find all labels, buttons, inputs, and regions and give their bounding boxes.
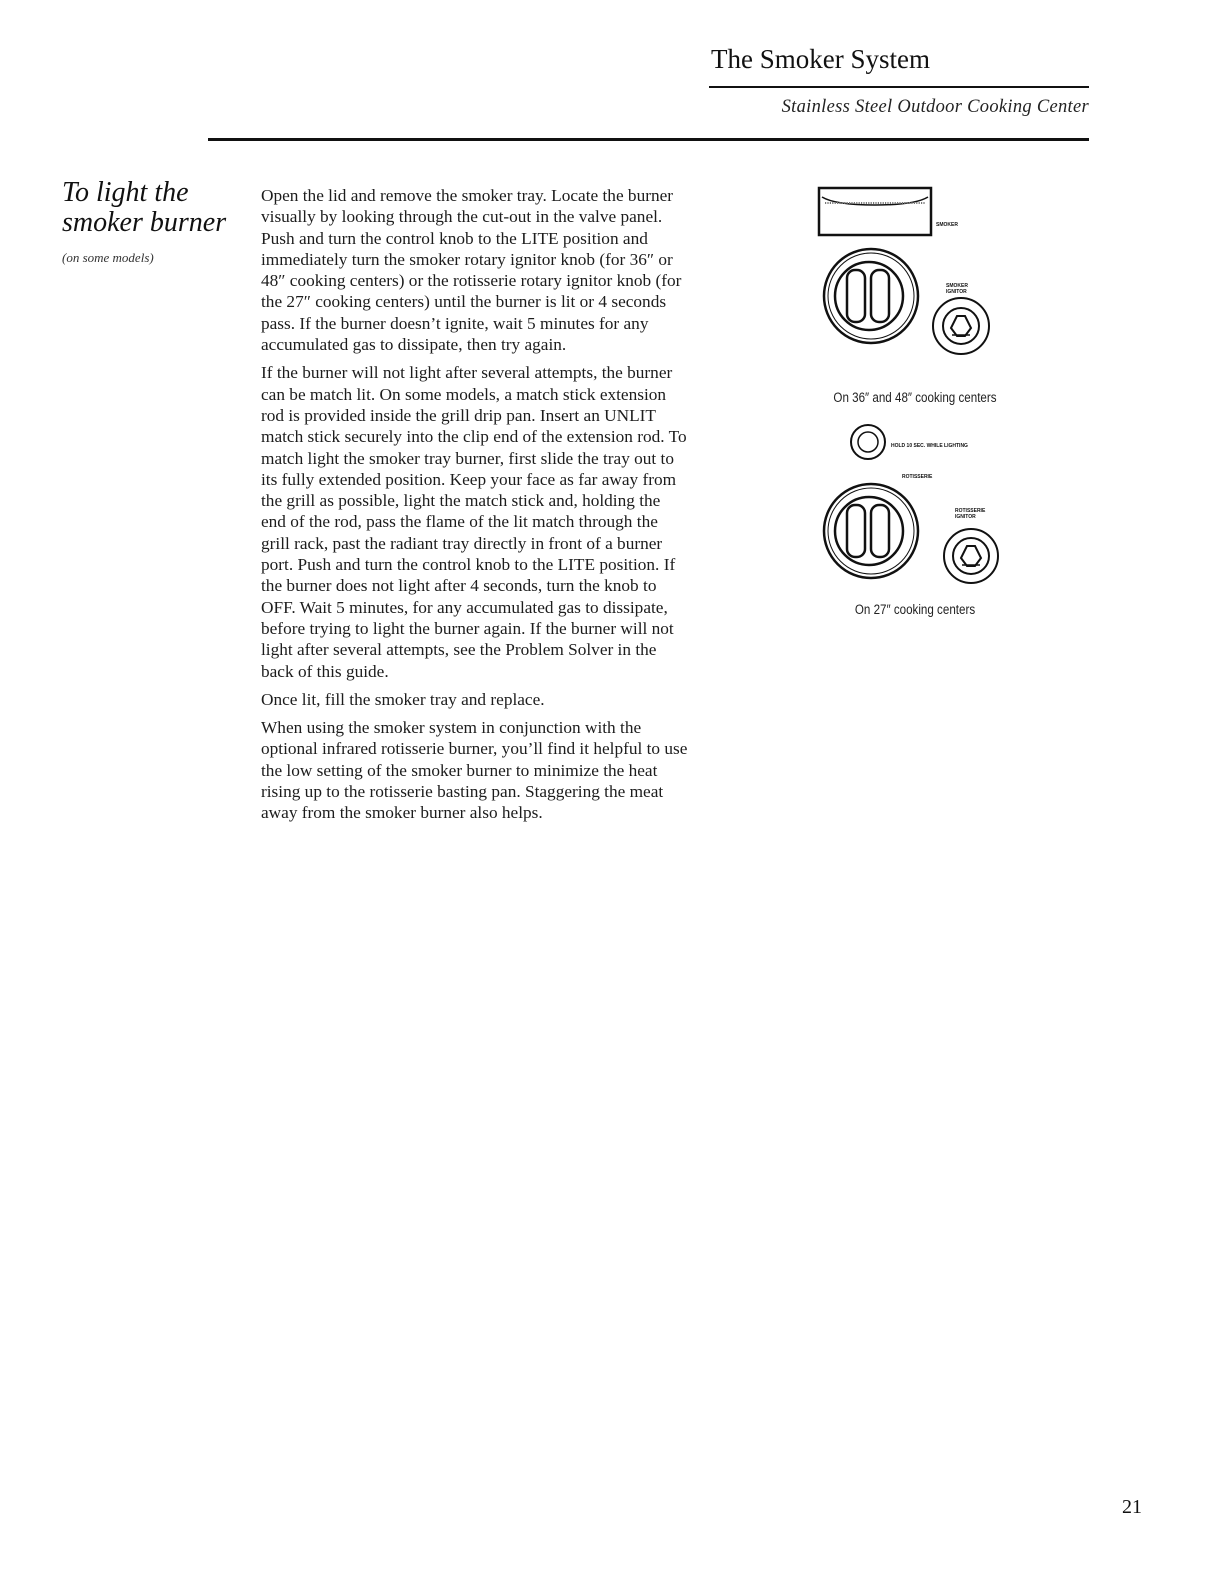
page-number: 21	[1122, 1496, 1142, 1518]
control-panel-illustration	[805, 183, 1025, 388]
header-divider	[709, 86, 1089, 88]
smoker-knob-icon	[824, 249, 918, 343]
body-paragraph: If the burner will not light after several attempts, the burner can be match lit. On some models, a match stick extension rod is provided inside the grill drip pan. Insert an UNLIT match stick securely into the clip end of the extension rod. To match light the smoker tray burner, first slide the tray out to its fully extended position. Keep your face as far away from the grill as possible, light the match stick and, holding the end of the rod, pass the flame of the lit match through the grill rack, past the radiant tray directly in front of a burner port. Push and turn the control knob to the LITE position. If the burner does not light after 4 seconds, turn the knob to OFF. Wait 5 minutes, for any accumulated gas to dissipate, before trying to light the burner again. If the burner will not light after several attempts, see the Problem Solver in the back of this guide.	[261, 363, 687, 681]
figure-caption: On 36″ and 48″ cooking centers	[833, 390, 997, 405]
section-heading: To light the smoker burner	[62, 177, 227, 238]
smoker-label: SMOKER	[936, 222, 958, 228]
rotisserie-knob-icon	[824, 484, 918, 578]
light-indicator-icon	[851, 425, 885, 459]
section-note: (on some models)	[62, 250, 154, 265]
body-paragraph: When using the smoker system in conjunction with the optional infrared rotisserie burner, you’ll find it helpful to use the low setting of the smoker burner to minimize the heat rising up to the rotisserie basting pan. Staggering the meat away from the smoker burner also helps.	[261, 718, 688, 823]
smoker-window-icon	[819, 188, 931, 235]
smoker-ignitor-label: SMOKER IGNITOR	[946, 283, 968, 295]
page-title: The Smoker System	[711, 44, 930, 74]
body-paragraph: Open the lid and remove the smoker tray. Locate the burner visually by looking through the cut-out in the valve panel. Push and turn the control knob to the LITE position and immediately turn the smoker rotary ignitor knob (for 36″ or 48″ cooking centers) or the rotisserie rotary ignitor knob (for the 27″ cooking centers) until the burner is lit or 4 seconds pass. If the burner doesn’t ignite, wait 5 minutes for any accumulated gas to dissipate, then try again.	[261, 186, 682, 355]
section-divider	[208, 138, 1089, 141]
figure-27-controls	[805, 420, 1025, 625]
ignitor-knob-icon	[933, 298, 989, 354]
body-paragraph: Once lit, fill the smoker tray and replace.	[261, 689, 545, 709]
page-subtitle: Stainless Steel Outdoor Cooking Center	[781, 97, 1089, 117]
figure-36-48-controls	[805, 183, 1025, 413]
hold-lighting-label: HOLD 10 SEC. WHILE LIGHTING	[891, 443, 968, 449]
ignitor-knob-icon	[944, 529, 998, 583]
figure-caption: On 27″ cooking centers	[854, 602, 976, 617]
rotisserie-label: ROTISSERIE	[902, 474, 933, 480]
rotisserie-ignitor-label: ROTISSERIE IGNITOR	[955, 508, 986, 520]
body-text	[261, 185, 689, 831]
